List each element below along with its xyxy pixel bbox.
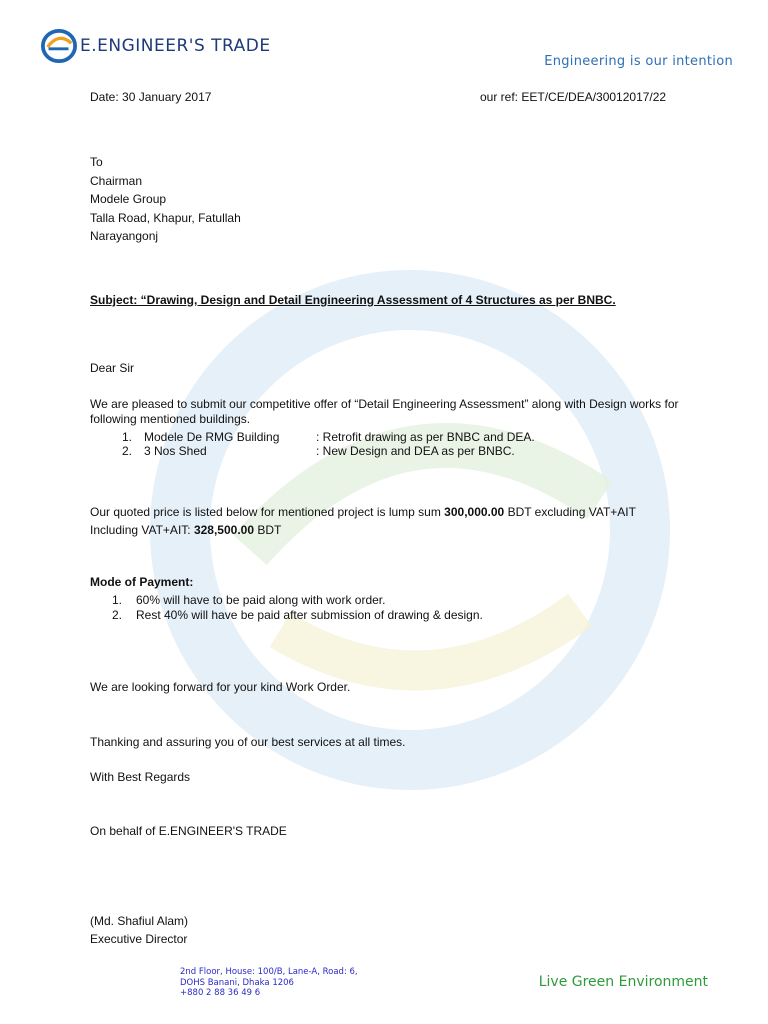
signatory-name: (Md. Shafiul Alam) <box>90 914 189 928</box>
price-text: BDT excluding VAT+AIT <box>504 505 636 519</box>
footer-tagline: Live Green Environment <box>538 974 708 990</box>
price-amount: 300,000.00 <box>444 505 505 519</box>
list-item <box>112 608 483 623</box>
payment-heading: Mode of Payment: <box>90 575 194 589</box>
list-number: 1. <box>122 430 133 444</box>
address-line: Narayangonj <box>90 229 159 243</box>
price-text: BDT <box>254 523 282 537</box>
list-item <box>112 593 483 608</box>
letter-date: Date: 30 January 2017 <box>90 90 212 104</box>
recipient-address <box>90 153 241 246</box>
intro-paragraph: We are pleased to submit our competitive offer of “Detail Engineering Assessment” along with Design works for following mentioned buildings. <box>90 397 679 426</box>
building-description: : New Design and DEA as per BNBC. <box>316 444 515 458</box>
company-logo <box>40 28 271 64</box>
footer-address-line: DOHS Banani, Dhaka 1206 <box>180 977 294 988</box>
price-amount-incl: 328,500.00 <box>193 523 255 537</box>
closing-forward: We are looking forward for your kind Work Order. <box>90 680 351 694</box>
price-section <box>90 503 636 539</box>
company-name: E.ENGINEER'S TRADE <box>80 36 271 56</box>
price-text: Including VAT+AIT: <box>90 523 194 537</box>
list-item <box>122 430 535 444</box>
price-text: Our quoted price is listed below for mentioned project is lump sum <box>90 505 445 519</box>
closing-regards: With Best Regards <box>90 770 191 784</box>
salutation: Dear Sir <box>90 361 135 375</box>
list-item <box>122 444 535 458</box>
payment-list <box>112 593 483 622</box>
signatory-title: Executive Director <box>90 932 188 946</box>
payment-term: 60% will have to be paid along with work order. <box>136 593 386 607</box>
list-number: 2. <box>112 607 123 622</box>
footer-address <box>180 967 358 999</box>
buildings-list <box>122 430 535 458</box>
closing-thanks: Thanking and assuring you of our best services at all times. <box>90 735 406 749</box>
on-behalf-line: On behalf of E.ENGINEER'S TRADE <box>90 824 287 838</box>
signature-block <box>90 912 188 948</box>
building-name: Modele De RMG Building <box>144 430 280 444</box>
payment-term: Rest 40% will have be paid after submission of drawing & design. <box>136 607 483 622</box>
address-line: Talla Road, Khapur, Fatullah <box>90 210 241 225</box>
list-number: 1. <box>112 593 123 607</box>
header-tagline: Engineering is our intention <box>544 54 733 69</box>
letter-reference: our ref: EET/CE/DEA/30012017/22 <box>480 90 667 104</box>
logo-e-icon <box>40 28 78 64</box>
building-description: : Retrofit drawing as per BNBC and DEA. <box>316 430 535 444</box>
letter-subject: Subject: “Drawing, Design and Detail Engineering Assessment of 4 Structures as per BNBC. <box>90 293 616 307</box>
building-name: 3 Nos Shed <box>144 444 207 458</box>
list-number: 2. <box>122 444 133 458</box>
address-line: To <box>90 155 103 169</box>
footer-phone: +880 2 88 36 49 6 <box>180 988 261 998</box>
address-line: Modele Group <box>90 192 167 206</box>
price-line-excl <box>90 503 636 521</box>
address-line: Chairman <box>90 173 143 188</box>
price-line-incl <box>90 521 636 539</box>
footer-address-line: 2nd Floor, House: 100/B, Lane-A, Road: 6, <box>180 967 358 977</box>
